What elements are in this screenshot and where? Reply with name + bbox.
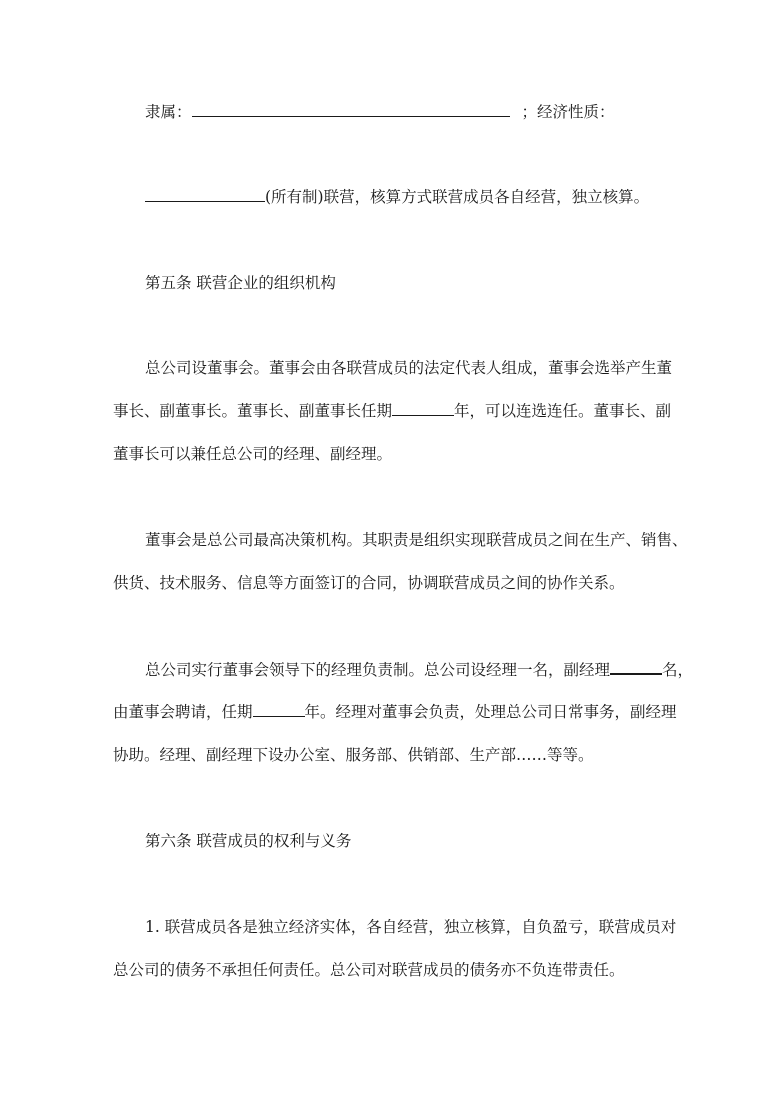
article-5-p3-line-1 bbox=[145, 658, 693, 681]
article-6-heading: 第六条 联营成员的权利与义务 bbox=[145, 832, 352, 850]
ownership-blank bbox=[145, 186, 265, 202]
article-5-p3-line-2a: 由董事会聘请，任期 bbox=[113, 703, 253, 721]
affiliation-label: 隶属： bbox=[145, 103, 192, 121]
affiliation-blank bbox=[192, 101, 510, 117]
article-5-p3-line-1b: 名， bbox=[662, 661, 694, 679]
article-5-p3-line-1a: 总公司实行董事会领导下的经理负责制。总公司设经理一名，副经理 bbox=[145, 661, 611, 679]
article-5-p3-line-2 bbox=[113, 701, 677, 723]
article-5-p3-line-3: 协助。经理、副经理下设办公室、服务部、供销部、生产部……等等。 bbox=[113, 746, 594, 764]
article-6-p1-line-2: 总公司的债务不承担任何责任。总公司对联营成员的债务亦不负连带责任。 bbox=[113, 961, 625, 979]
article-6-p1-line-1: 1. 联营成员各是独立经济实体，各自经营，独立核算，自负盈亏，联营成员对 bbox=[145, 918, 677, 936]
economic-nature-label: ；经济性质： bbox=[521, 103, 615, 121]
manager-term-blank bbox=[253, 701, 305, 717]
article-5-p1-line-1: 总公司设董事会。董事会由各联营成员的法定代表人组成，董事会选举产生董 bbox=[145, 359, 673, 377]
affiliation-line bbox=[145, 101, 615, 123]
article-5-p2-line-1: 董事会是总公司最高决策机构。其职责是组织实现联营成员之间在生产、销售、 bbox=[145, 531, 688, 549]
term-years-blank bbox=[392, 400, 454, 416]
article-5-p3-line-2b: 年。经理对董事会负责，处理总公司日常事务，副经理 bbox=[304, 703, 677, 721]
article-5-p2-line-2: 供货、技术服务、信息等方面签订的合同，协调联营成员之间的协作关系。 bbox=[113, 574, 625, 592]
deputy-count-blank bbox=[610, 658, 662, 675]
ownership-text: (所有制)联营，核算方式联营成员各自经营，独立核算。 bbox=[265, 188, 650, 206]
article-5-p1-line-2a: 事长、副董事长。董事长、副董事长任期 bbox=[113, 402, 393, 420]
article-5-p1-line-3: 董事长可以兼任总公司的经理、副经理。 bbox=[113, 445, 393, 463]
article-5-heading: 第五条 联营企业的组织机构 bbox=[145, 274, 336, 292]
ownership-line bbox=[145, 186, 649, 208]
article-5-p1-line-2 bbox=[113, 400, 671, 422]
article-5-p1-line-2b: 年，可以连选连任。董事长、副 bbox=[454, 402, 672, 420]
